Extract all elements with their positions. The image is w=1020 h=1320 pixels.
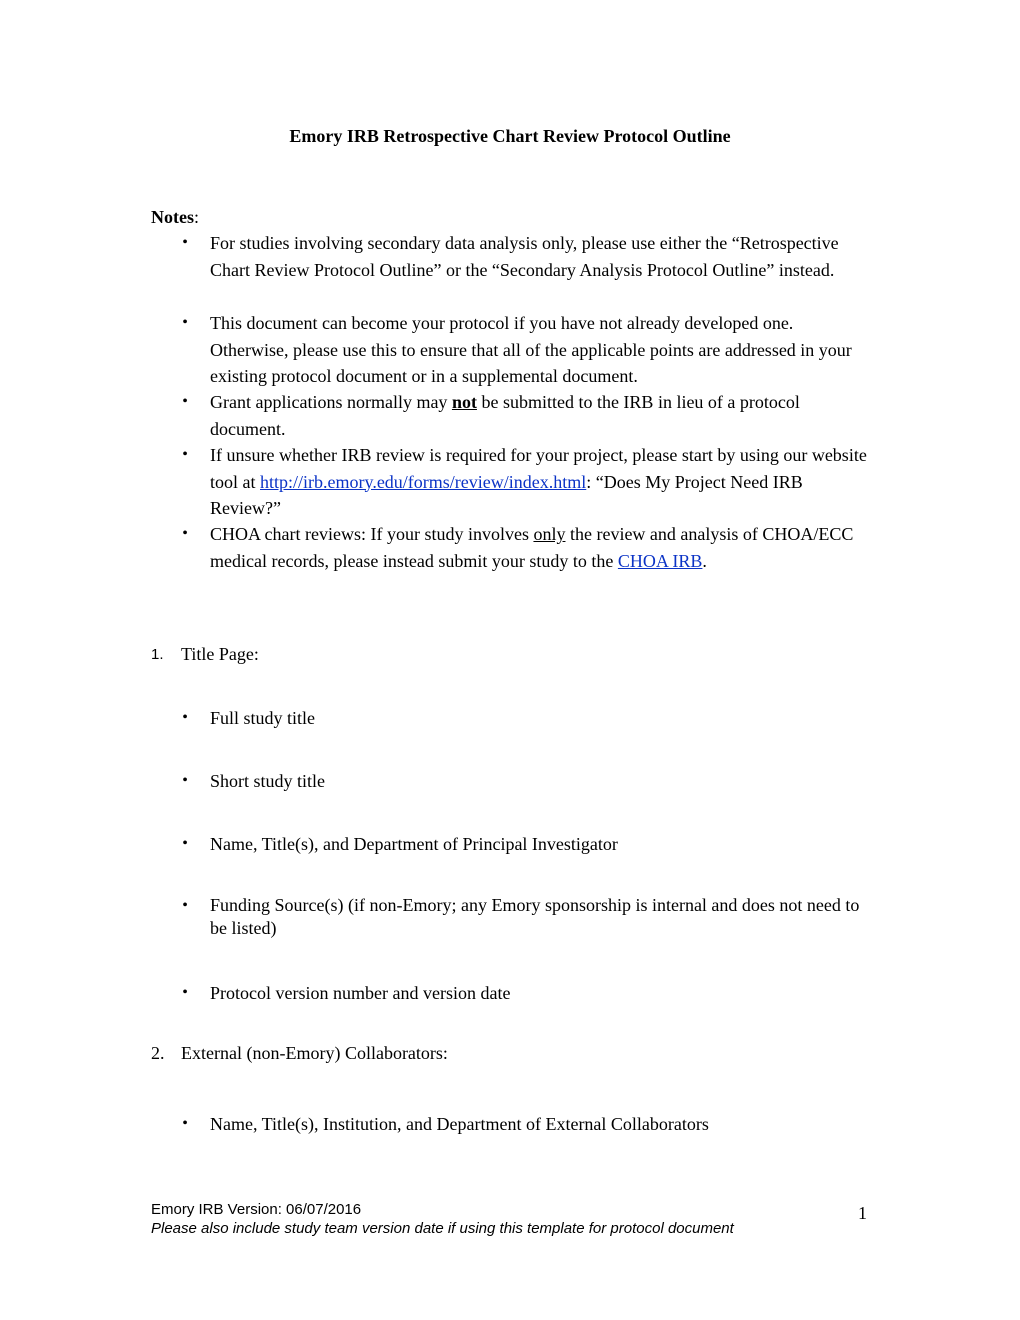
irb-review-tool-link[interactable]: http://irb.emory.edu/forms/review/index.html <box>260 471 587 492</box>
notes-heading <box>151 207 199 228</box>
notes-bullet-4-before: If unsure whether IRB review is required for your project, please start by using our website tool at <box>210 445 867 492</box>
section-1-item-1-text: Full study title <box>210 708 316 728</box>
section-1-item-5-text: Protocol version number and version date <box>210 983 511 1003</box>
bullet-icon: • <box>182 234 188 251</box>
bullet-icon: • <box>182 1115 188 1132</box>
bullet-icon: • <box>182 525 188 542</box>
section-1-item-2-text: Short study title <box>210 771 326 791</box>
notes-bullet-5-before: CHOA chart reviews: If your study involves <box>210 524 534 544</box>
bullet-icon: • <box>182 835 188 852</box>
notes-bullet-1-text: For studies involving secondary data analysis only, please use either the “Retrospective Chart Review Protocol Outline” or the “Secondary Analysis Protocol Outline” instead. <box>210 233 839 280</box>
notes-heading-colon: : <box>194 207 200 227</box>
section-1-item-3-text: Name, Title(s), and Department of Principal Investigator <box>210 834 618 854</box>
notes-bullet-5-text <box>210 521 875 574</box>
bullet-icon: • <box>182 393 188 410</box>
notes-bullet-5-middle: the review and analysis of CHOA/ECC medical records, please instead submit your study to the <box>210 524 854 571</box>
notes-heading-label: Notes <box>151 207 194 227</box>
footer <box>151 1200 734 1238</box>
notes-bullet-3-after: be submitted to the IRB in lieu of a protocol document. <box>210 392 800 439</box>
notes-bullet-4-after: : “Does My Project Need IRB Review?” <box>210 471 803 518</box>
footer-version: Emory IRB Version: 06/07/2016 <box>151 1201 362 1218</box>
bullet-icon: • <box>182 709 188 726</box>
bullet-icon: • <box>182 772 188 789</box>
footer-note: Please also include study team version date if using this template for protocol document <box>151 1220 734 1237</box>
emphasis-only: only <box>533 524 566 544</box>
section-2-label: External (non-Emory) Collaborators: <box>181 1043 448 1063</box>
section-1-item-4-text: Funding Source(s) (if non-Emory; any Emory sponsorship is internal and does not need to be listed) <box>210 895 860 938</box>
notes-bullet-4-text <box>210 442 875 522</box>
notes-bullet-2-text: This document can become your protocol if you have not already developed one. Otherwise, please use this to ensure that all of the applicable points are addressed in your existing protocol document or in a supplemental document. <box>210 313 852 386</box>
section-1-label: Title Page: <box>181 644 259 664</box>
bullet-icon: • <box>182 314 188 331</box>
section-1-number: 1. <box>151 646 164 663</box>
section-2-heading <box>0 1043 1020 1067</box>
emphasis-not: not <box>451 392 477 412</box>
section-2-item-1-text: Name, Title(s), Institution, and Department of External Collaborators <box>210 1114 709 1134</box>
notes-bullet-3-text <box>210 389 875 442</box>
bullet-icon: • <box>182 897 188 914</box>
choa-irb-link[interactable]: CHOA IRB <box>617 550 703 571</box>
notes-bullet-5-after: . <box>702 550 707 571</box>
page-number: 1 <box>858 1203 867 1223</box>
section-1-heading <box>0 644 1020 668</box>
notes-bullet-3-before: Grant applications normally may <box>210 392 452 412</box>
section-2-number: 2. <box>151 1043 165 1063</box>
bullet-icon: • <box>182 446 188 463</box>
document-title: Emory IRB Retrospective Chart Review Protocol Outline <box>289 126 731 146</box>
bullet-icon: • <box>182 984 188 1001</box>
